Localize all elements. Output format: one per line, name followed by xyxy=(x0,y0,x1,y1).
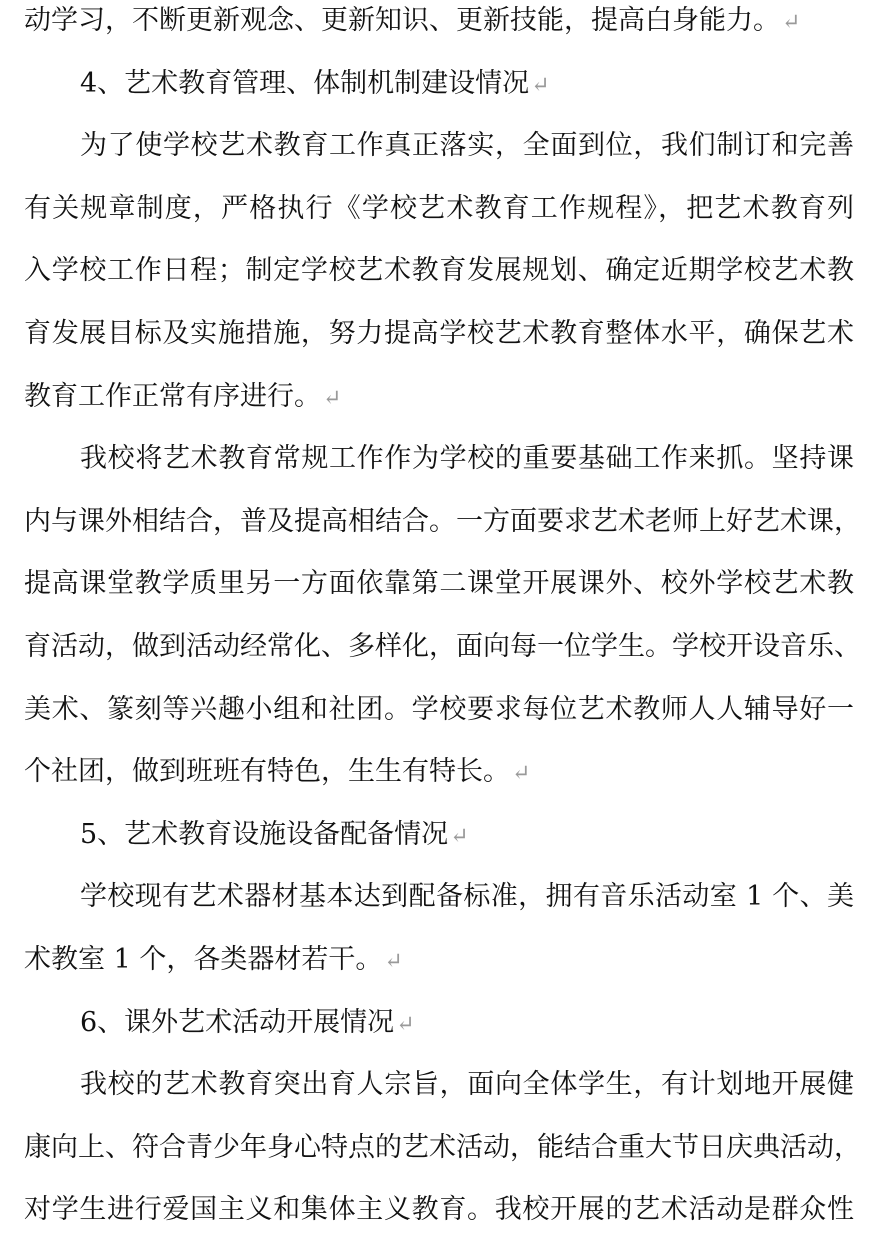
text-line xyxy=(24,1117,861,1179)
text-line xyxy=(80,53,854,115)
text-line xyxy=(24,679,854,741)
line-text: 术教室 1 个，各类器材若干。 xyxy=(24,944,383,975)
text-line xyxy=(80,115,854,177)
line-text: 提高课堂教学质里另一方面依靠第二课堂开展课外、校外学校艺术教 xyxy=(24,568,854,600)
text-line xyxy=(24,240,854,302)
text-line xyxy=(24,491,861,553)
line-text: 教育工作正常有序进行。 xyxy=(24,380,321,412)
text-line xyxy=(80,804,854,866)
text-line xyxy=(24,741,854,803)
line-text: 对学生进行爱国主义和集体主义教育。我校开展的艺术活动是群众性 xyxy=(24,1194,854,1226)
line-text: 育发展目标及实施措施，努力提高学校艺术教育整体水平，确保艺术 xyxy=(24,318,854,349)
paragraph-mark-icon: ↵ xyxy=(782,10,801,35)
text-line xyxy=(80,1054,854,1116)
line-text: 我校将艺术教育常规工作作为学校的重要基础工作来抓。坚持课 xyxy=(80,443,854,475)
line-text: 美术、篆刻等兴趣小组和社团。学校要求每位艺术教师人人辅导好一 xyxy=(24,693,854,725)
line-text: 有关规章制度，严格执行《学校艺术教育工作规程》，把艺术教育列 xyxy=(24,192,854,224)
line-text: 6、课外艺术活动开展情况 xyxy=(80,1006,395,1038)
paragraph-mark-icon: ↵ xyxy=(531,72,550,98)
line-text: 个社团，做到班班有特色，生生有特长。 xyxy=(24,756,510,788)
line-text: 学校现有艺术器材基本达到配备标准，拥有音乐活动室 1 个、美 xyxy=(80,881,854,913)
text-line xyxy=(24,1179,854,1241)
text-line xyxy=(24,178,854,240)
text-line xyxy=(24,303,854,365)
paragraph-mark-icon: ↵ xyxy=(384,949,403,974)
line-text: 内与课外相结合，普及提高相结合。一方面要求艺术老师上好艺术课， xyxy=(24,505,861,537)
line-text: 育活动，做到活动经常化、多样化，面向每一位学生。学校开设音乐、 xyxy=(24,631,861,662)
text-line xyxy=(80,992,854,1054)
line-text: 4、艺术教育管理、体制机制建设情况 xyxy=(80,67,530,99)
line-text: 入学校工作日程；制定学校艺术教育发展规划、确定近期学校艺术教 xyxy=(24,255,854,287)
text-line xyxy=(80,866,854,928)
text-line xyxy=(24,553,854,615)
line-text: 我校的艺术教育突出育人宗旨，面向全体学生，有计划地开展健 xyxy=(80,1069,854,1101)
line-text: 为了使学校艺术教育工作真正落实，全面到位，我们制订和完善 xyxy=(80,130,854,162)
line-text: 动学习，不断更新观念、更新知识、更新技能，提高白身能力。 xyxy=(24,5,780,36)
text-line xyxy=(80,428,854,490)
text-line xyxy=(24,366,854,428)
text-line xyxy=(24,929,854,991)
paragraph-mark-icon: ↵ xyxy=(450,823,469,849)
text-line xyxy=(24,0,854,52)
paragraph-mark-icon: ↵ xyxy=(323,385,342,411)
line-text: 5、艺术教育设施设备配备情况 xyxy=(80,818,449,850)
paragraph-mark-icon: ↵ xyxy=(396,1011,415,1037)
line-text: 康向上、符合青少年身心特点的艺术活动，能结合重大节日庆典活动， xyxy=(24,1131,861,1163)
text-line xyxy=(24,616,861,678)
paragraph-mark-icon: ↵ xyxy=(512,761,531,787)
